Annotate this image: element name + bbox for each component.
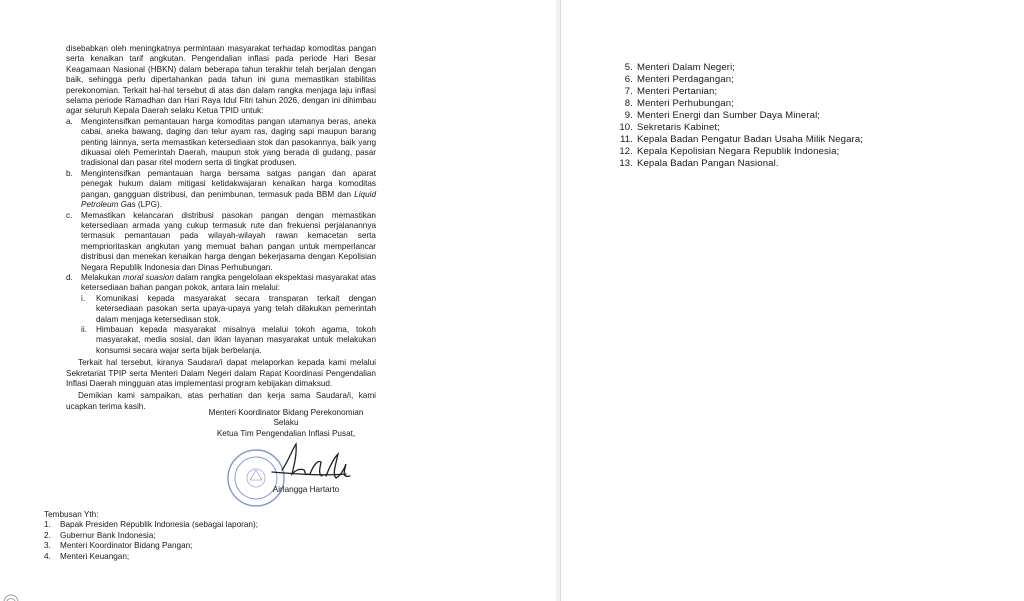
tembusan-item [44, 531, 424, 541]
list-marker: 8. [624, 98, 633, 109]
signer-name: Airlangga Hartarto [272, 485, 340, 494]
list-marker: 2. [44, 530, 51, 540]
instruction-text: (LPG). [135, 200, 162, 210]
tembusan-text: Kepala Kepolisian Negara Republik Indonesia; [637, 146, 840, 157]
thanks-paragraph: Demikian kami sampaikan, atas perhatian dan kerja sama Saudara/i, kami ucapkan terima kasih. [66, 391, 376, 411]
list-marker: 5. [624, 62, 633, 73]
instruction-item [66, 273, 376, 356]
list-marker: 6. [624, 74, 633, 85]
tembusan-item [617, 62, 863, 74]
signer-title: Menteri Koordinator Bidang Perekonomian [208, 408, 364, 417]
tembusan-text: Menteri Energi dan Sumber Daya Mineral; [637, 110, 821, 121]
tembusan-item [44, 541, 424, 551]
list-marker: i. [81, 293, 86, 303]
list-marker: 9. [624, 110, 633, 121]
closing-paragraph: Terkait hal tersebut, kiranya Saudara/i dapat melaporkan kepada kami melalui Sekretariat TPIP serta Menteri Dalam Negeri dalam Rapat Koordinasi Pengendalian Inflasi Daerah mingguan atas implementasi program kebijakan dimaksud. [66, 358, 376, 388]
official-seal-and-signature [226, 440, 386, 510]
list-marker: c. [66, 210, 73, 220]
tembusan-list [44, 520, 424, 562]
signature-block [186, 408, 386, 439]
list-marker: a. [66, 116, 73, 126]
tembusan-item [44, 520, 424, 530]
instruction-text: Memastikan kelancaran distribusi pasokan pangan dengan memastikan ketersediaan armada yang cukup termasuk rute dan frekuensi perjalanannya termasuk pemantauan pada wilayah-wilayah rawan kemacetan serta memprioritaskan angkutan yang memuat bahan pangan untuk memperlancar distribusi dan menekan kenaikan harga dengan bekerjasama dengan Kepolisian Negara Republik Indonesia dan Dinas Perhubungan. [81, 210, 376, 272]
tembusan-item [617, 134, 863, 146]
document-page-right [560, 0, 1024, 601]
intro-paragraph: disebabkan oleh meningkatnya permintaan masyarakat terhadap komoditas pangan serta kenaikan tarif angkutan. Pengendalian inflasi pada periode Hari Besar Keagamaan Nasional (HBKN) dalam beberapa tahun terakhir telah berjalan dengan baik, sehingga perlu dipertahankan pada tahun ini guna memastikan stabilitas perekonomian. Terkait hal-hal tersebut di atas dan dalam rangka menjaga laju inflasi selama periode Ramadhan dan Hari Raya Idul Fitri tahun 2026, dengan ini dihimbau agar seluruh Kepala Daerah selaku Ketua TPID untuk: [66, 44, 376, 116]
instruction-italic: Liquid Petroleum Gas [81, 189, 376, 210]
tembusan-item [617, 110, 863, 122]
tembusan-text: Menteri Pertanian; [637, 86, 718, 97]
tembusan-title: Tembusan Yth: [44, 510, 99, 519]
sub-instruction-text: Komunikasi kepada masyarakat secara transparan terkait dengan ketersediaan pasokan serta upaya-upaya yang telah dilakukan pemerintah dalam menjaga ketersediaan stok. [96, 293, 376, 324]
instruction-text: Mengintensifkan pemantauan harga bersama satgas pangan dan aparat penegak hukum dalam mitigasi ketidakwajaran kenaikan harga komoditas pangan, gangguan distribusi, dan penimbunan, termasuk pada BBM dan [81, 168, 376, 199]
handwritten-signature [272, 444, 350, 478]
instruction-item [66, 169, 376, 211]
tembusan-item [617, 158, 863, 170]
letter-body [66, 44, 376, 412]
list-marker: 11. [620, 134, 633, 145]
tembusan-text: Kepala Badan Pengatur Badan Usaha Milik Negara; [637, 134, 864, 145]
list-marker: 7. [624, 86, 633, 97]
list-marker: ii. [81, 324, 87, 334]
tembusan-item [617, 146, 863, 158]
instruction-text: Melakukan [81, 272, 123, 282]
list-marker: 1. [44, 520, 51, 530]
sub-instruction-text: Himbauan kepada masyarakat misalnya melalui tokoh agama, tokoh masyarakat, media sosial, dan iklan layanan masyarakat untuk melakukan konsumsi secara wajar serta bijak berbelanja. [96, 324, 376, 355]
official-seal [228, 450, 284, 506]
tembusan-text: Menteri Koordinator Bidang Pangan; [60, 541, 193, 551]
signer-selaku: Selaku [273, 418, 299, 428]
tembusan-block [44, 510, 424, 562]
tembusan-list-continued [617, 62, 863, 170]
tembusan-text: Menteri Perdagangan; [637, 74, 734, 85]
tembusan-text: Gubernur Bank Indonesia; [60, 530, 156, 540]
sub-instruction-list [81, 294, 376, 356]
instruction-item [66, 211, 376, 273]
tembusan-item [617, 86, 863, 98]
instruction-text: Mengintensifkan pemantauan harga komoditas pangan utamanya beras, aneka cabai, aneka bawang, daging dan telur ayam ras, daging sapi maupun barang penting lainnya, serta memastikan ketersediaan stok dan pasokannya, baik yang dikuasai oleh Pemerintah Daerah, maupun stok yang berada di gudang, pasar tradisional dan pasar ritel modern serta di tingkat produsen. [81, 116, 376, 168]
list-marker: 12. [619, 146, 633, 157]
list-marker: 13. [619, 158, 633, 169]
tembusan-item [617, 74, 863, 86]
signer-role: Ketua Tim Pengendalian Inflasi Pusat, [216, 428, 356, 438]
tembusan-text: Sekretaris Kabinet; [637, 122, 720, 133]
fingerprint-icon[interactable] [0, 588, 22, 601]
sub-instruction-item [81, 325, 376, 356]
list-marker: 4. [44, 551, 51, 561]
list-marker: 3. [44, 541, 51, 551]
tembusan-text: Menteri Dalam Negeri; [637, 62, 736, 73]
instruction-item [66, 117, 376, 169]
sub-instruction-item [81, 294, 376, 325]
list-marker: d. [66, 272, 73, 282]
instruction-text: dalam rangka pengelolaan ekspektasi masyarakat atas ketersediaan bahan pangan pokok, antara lain melalui: [81, 272, 377, 293]
list-marker: 10. [619, 122, 633, 133]
tembusan-item [44, 552, 424, 562]
tembusan-text: Menteri Perhubungan; [637, 98, 734, 109]
tembusan-item [617, 122, 863, 134]
tembusan-item [617, 98, 863, 110]
tembusan-text: Bapak Presiden Republik Indonesia (sebagai laporan); [60, 520, 258, 530]
tembusan-text: Kepala Badan Pangan Nasional. [637, 158, 779, 169]
instruction-italic: moral suasion [122, 272, 174, 282]
tembusan-text: Menteri Keuangan; [60, 551, 130, 561]
instruction-list [66, 117, 376, 356]
list-marker: b. [66, 168, 73, 178]
